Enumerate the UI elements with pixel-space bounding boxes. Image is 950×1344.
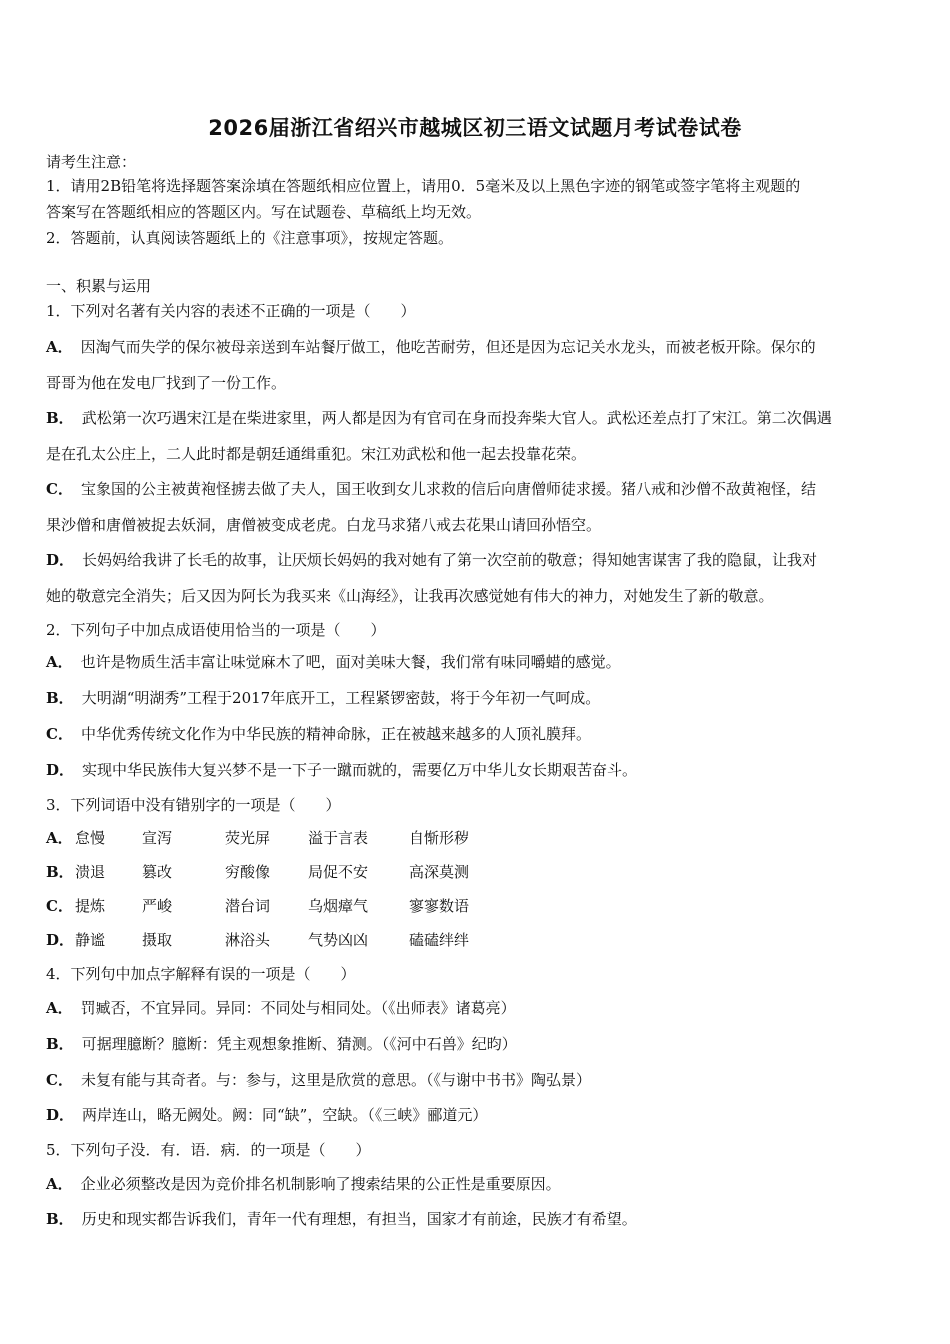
option-text: 长妈妈给我讲了长毛的故事，让厌烦长妈妈的我对她有了第一次空前的敬意；得知她害谋害了我的隐鼠，让我对 <box>82 551 818 569</box>
section-heading: 一、积累与运用 <box>46 277 152 295</box>
word: 静谧 <box>75 931 106 949</box>
notice-heading: 请考生注意： <box>46 153 137 171</box>
word: 怠慢 <box>75 829 106 847</box>
q1-option-c-cont: 果沙僧和唐僧被捉去妖洞，唐僧被变成老虎。白龙马求猪八戒去花果山请回孙悟空。 <box>46 516 602 534</box>
word: 溃退 <box>75 863 106 881</box>
option-label: A． <box>46 829 73 847</box>
word: 提炼 <box>75 897 106 915</box>
notice-line-2: 答案写在答题纸相应的答题区内。写在试题卷、草稿纸上均无效。 <box>46 203 482 221</box>
q1-option-c <box>46 479 816 499</box>
q3-option-row <box>46 930 519 950</box>
option-label: B． <box>46 409 74 427</box>
option-label: A． <box>46 1175 73 1193</box>
word: 严峻 <box>142 897 173 915</box>
option-text: 历史和现实都告诉我们，青年一代有理想，有担当，国家才有前途，民族才有希望。 <box>81 1210 637 1228</box>
q1-option-a-cont: 哥哥为他在发电厂找到了一份工作。 <box>46 374 287 392</box>
q3-option-row <box>46 896 519 916</box>
word: 寥寥数语 <box>409 897 470 915</box>
option-label: B． <box>46 1035 74 1053</box>
option-label: B． <box>46 689 74 707</box>
option-label: A． <box>46 338 73 356</box>
q5-option-b <box>46 1209 637 1229</box>
q2-option-a <box>46 652 621 672</box>
q2-stem: 2．下列句子中加点成语使用恰当的一项是（ ） <box>46 621 386 639</box>
q3-stem: 3．下列词语中没有错别字的一项是（ ） <box>46 796 341 814</box>
option-label: B． <box>46 863 74 881</box>
option-text: 宝象国的公主被黄袍怪掳去做了夫人，国王收到女儿求救的信后向唐僧师徒求援。猪八戒和沙僧不敌黄袍怪，结 <box>80 480 816 498</box>
word: 淋浴头 <box>225 931 271 949</box>
option-label: B． <box>46 1210 74 1228</box>
word: 潜台词 <box>225 897 271 915</box>
option-label: D． <box>46 761 75 779</box>
q2-option-b <box>46 688 600 708</box>
q4-option-b <box>46 1034 517 1054</box>
q4-stem: 4．下列句中加点字解释有误的一项是（ ） <box>46 965 356 983</box>
q4-option-a <box>46 998 516 1018</box>
word: 乌烟瘴气 <box>308 897 369 915</box>
word: 篡改 <box>142 863 173 881</box>
word: 高深莫测 <box>409 863 470 881</box>
option-label: A． <box>46 999 73 1017</box>
exam-title: 2026届浙江省绍兴市越城区初三语文试题月考试卷试卷 <box>208 116 742 140</box>
notice-line-1: 1．请用2B铅笔将选择题答案涂填在答题纸相应位置上，请用0．5毫米及以上黑色字迹的钢笔或签字笔将主观题的 <box>46 177 801 195</box>
notice-line-3: 2．答题前，认真阅读答题纸上的《注意事项》，按规定答题。 <box>46 229 454 247</box>
option-text: 两岸连山，略无阙处。阙：同“缺”，空缺。（《三峡》郦道元） <box>82 1106 488 1124</box>
option-text: 罚臧否，不宜异同。异同：不同处与相同处。（《出师表》诸葛亮） <box>80 999 516 1017</box>
word: 穷酸像 <box>225 863 271 881</box>
option-label: D． <box>46 931 75 949</box>
option-text: 大明湖“明湖秀”工程于2017年底开工，工程紧锣密鼓，将于今年初一气呵成。 <box>81 689 601 707</box>
option-text: 未复有能与其奇者。与：参与，这里是欣赏的意思。（《与谢中书书》陶弘景） <box>80 1071 591 1089</box>
word: 磕磕绊绊 <box>409 931 470 949</box>
word: 局促不安 <box>308 863 369 881</box>
word: 荧光屏 <box>225 829 271 847</box>
word: 溢于言表 <box>308 829 369 847</box>
option-label: C． <box>46 725 73 743</box>
word: 摄取 <box>142 931 173 949</box>
option-text: 也许是物质生活丰富让味觉麻木了吧，面对美味大餐，我们常有味同嚼蜡的感觉。 <box>80 653 621 671</box>
option-label: C． <box>46 897 73 915</box>
q1-option-d <box>46 550 817 570</box>
q3-option-row <box>46 862 519 882</box>
q3-option-row <box>46 828 519 848</box>
option-text: 实现中华民族伟大复兴梦不是一下子一蹴而就的，需要亿万中华儿女长期艰苦奋斗。 <box>82 761 638 779</box>
q1-option-b <box>46 408 832 428</box>
q5-option-a <box>46 1174 561 1194</box>
option-label: C． <box>46 1071 73 1089</box>
word: 自惭形秽 <box>409 829 470 847</box>
q2-option-d <box>46 760 637 780</box>
option-label: A． <box>46 653 73 671</box>
option-label: D． <box>46 551 75 569</box>
option-text: 武松第一次巧遇宋江是在柴进家里，两人都是因为有官司在身而投奔柴大官人。武松还差点打了宋江。第二次偶遇 <box>81 409 832 427</box>
word: 宣泻 <box>142 829 173 847</box>
q1-option-b-cont: 是在孔太公庄上，二人此时都是朝廷通缉重犯。宋江劝武松和他一起去投靠花荣。 <box>46 445 587 463</box>
q1-option-d-cont: 她的敬意完全消失；后又因为阿长为我买来《山海经》，让我再次感觉她有伟大的神力，对她发生了新的敬意。 <box>46 587 774 605</box>
q5-stem: 5．下列句子没．有．语．病．的一项是（ ） <box>46 1141 371 1159</box>
q1-option-a <box>46 337 816 357</box>
option-label: D． <box>46 1106 75 1124</box>
option-text: 因淘气而失学的保尔被母亲送到车站餐厅做工，他吃苦耐劳，但还是因为忘记关水龙头，而被老板开除。保尔的 <box>80 338 816 356</box>
option-text: 中华优秀传统文化作为中华民族的精神命脉，正在被越来越多的人顶礼膜拜。 <box>80 725 591 743</box>
q4-option-d <box>46 1105 487 1125</box>
q4-option-c <box>46 1070 591 1090</box>
option-text: 企业必须整改是因为竞价排名机制影响了搜索结果的公正性是重要原因。 <box>80 1175 561 1193</box>
q1-stem: 1．下列对名著有关内容的表述不正确的一项是（ ） <box>46 302 416 320</box>
option-text: 可据理臆断？臆断：凭主观想象推断、猜测。（《河中石兽》纪昀） <box>81 1035 517 1053</box>
word: 气势凶凶 <box>308 931 369 949</box>
q2-option-c <box>46 724 591 744</box>
option-label: C． <box>46 480 73 498</box>
